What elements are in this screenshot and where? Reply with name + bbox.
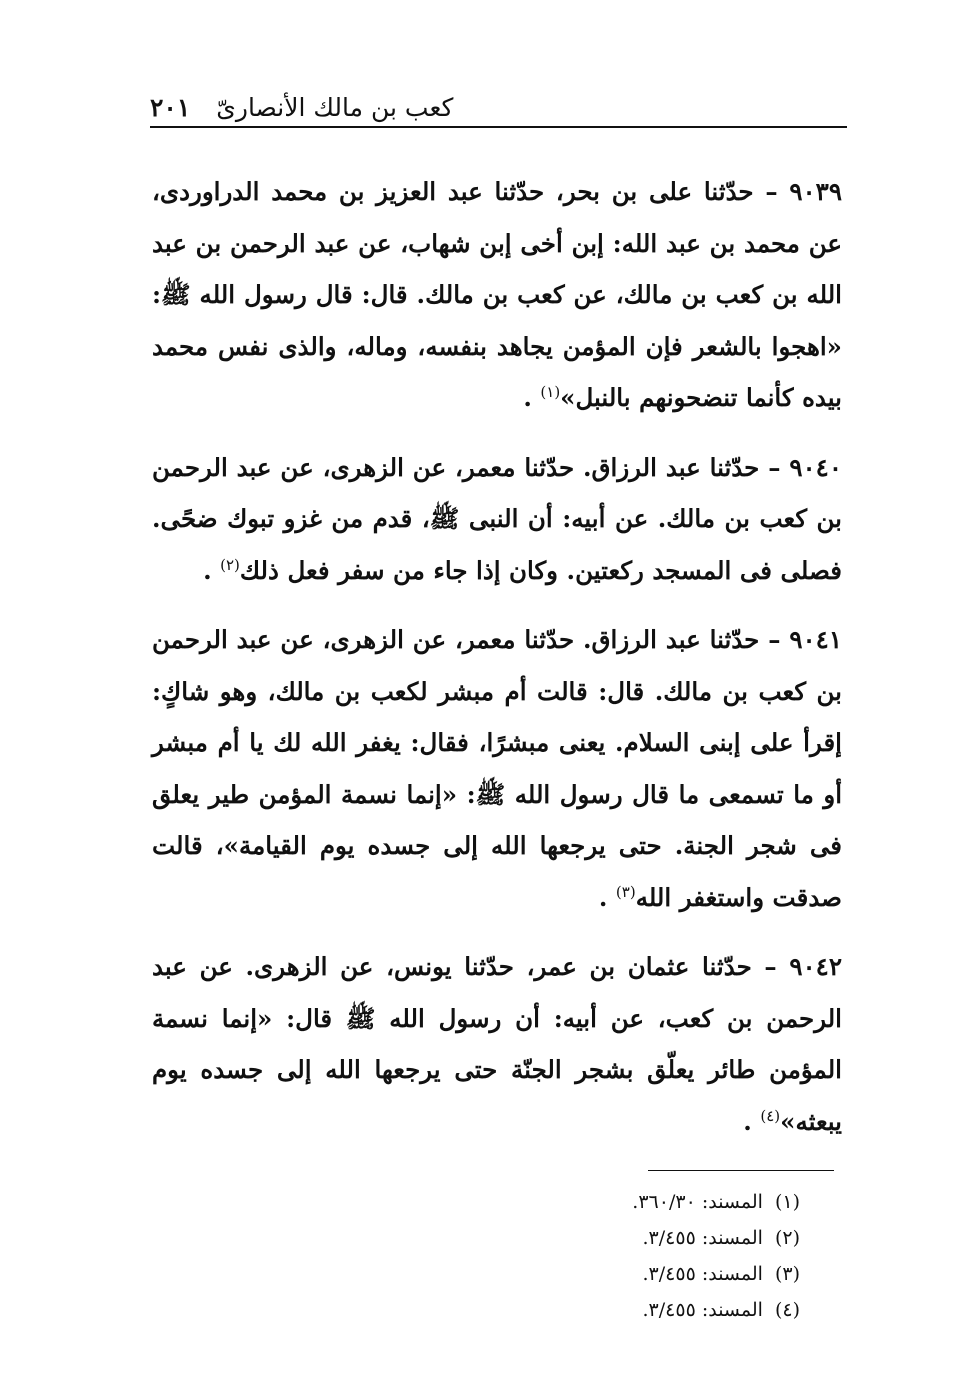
footnote-number: (٤) <box>774 1299 800 1321</box>
footnote-marker: (٤) <box>760 1106 781 1125</box>
page-number: ٢٠١ <box>150 93 191 122</box>
hadith-number: ٩٠٤٢ <box>789 952 842 981</box>
footnote-marker: (٣) <box>615 882 636 901</box>
footnote-text: المسند: ٣/٤٥٥. <box>642 1263 763 1285</box>
footnote-number: (٣) <box>774 1263 800 1285</box>
footnote-text: المسند: ٣٦٠/٣٠. <box>632 1191 763 1213</box>
hadith-end: . <box>523 383 541 412</box>
footnote-marker: (٢) <box>220 555 240 574</box>
running-header <box>150 82 846 122</box>
hadith-entry <box>152 442 842 597</box>
hadith-end: . <box>203 555 221 585</box>
hadith-number: ٩٠٤١ <box>789 625 842 654</box>
footnote-text: المسند: ٣/٤٥٥. <box>642 1299 763 1321</box>
hadith-end: . <box>743 1106 761 1136</box>
footnote <box>560 1292 800 1328</box>
hadith-text: – حدّثنا عبد الرزاق. حدّثنا معمر، عن الزهرى، عن عبد الرحمن بن كعب بن مالك. عن أبيه: أن النبى ﷺ، قدم من غزو تبوك ضحًى. فصلى فى المسجد ركعتين. وكان إذا جاء من سفر فعل ذلك <box>152 452 842 585</box>
hadith-end: . <box>598 882 616 912</box>
hadith-text: – حدّثنا عبد الرزاق. حدّثنا معمر، عن الزهرى، عن عبد الرحمن بن كعب بن مالك. قال: قالت أم مبشر لكعب بن مالك، وهو شاكٍ: إقرأ على إبنى السلام. يعنى مبشرًا، فقال: يغفر الله لك يا أم مبشر أو ما تسمعى ما قال رسول الله ﷺ: «إنما نسمة المؤمن طير يعلق فى شجر الجنة. حتى يرجعها الله إلى جسده يوم القيامة»، قالت صدقت واستغفر الله <box>152 625 842 912</box>
footnotes <box>560 1184 800 1328</box>
running-title: كعب بن مالك الأنصارىّ <box>216 93 454 122</box>
hadith-text: – حدّثنا عثمان بن عمر، حدّثنا يونس، عن الزهرى. عن عبد الرحمن بن كعب، عن أبيه: أن رسول الله ﷺ قال: «إنما نسمة المؤمن طائر يعلّق بشجر الجنّة حتى يرجعها الله إلى جسده يوم يبعثه» <box>152 952 842 1136</box>
hadith-entry <box>152 941 842 1147</box>
footnote-number: (١) <box>774 1191 800 1213</box>
footnote <box>560 1184 800 1220</box>
footnotes-rule <box>648 1170 834 1171</box>
footnote <box>560 1220 800 1256</box>
hadith-number: ٩٠٣٩ <box>789 177 842 206</box>
hadith-entry <box>152 614 842 923</box>
page-body <box>152 166 842 1165</box>
footnote-marker: (١) <box>540 382 561 401</box>
footnote-number: (٢) <box>774 1227 800 1249</box>
hadith-number: ٩٠٤٠ <box>789 452 842 482</box>
hadith-text: – حدّثنا على بن بحر، حدّثنا عبد العزيز بن محمد الدراوردى، عن محمد بن عبد الله: إبن أخى إبن شهاب، عن عبد الرحمن بن عبد الله بن كعب بن مالك، عن كعب بن مالك. قال: قال رسول الله ﷺ: «اهجوا بالشعر فإن المؤمن يجاهد بنفسه، وماله، والذى نفس محمد بيده كأنما تنضحونهم بالنبل» <box>152 177 842 412</box>
footnote <box>560 1256 800 1292</box>
hadith-entry <box>152 166 842 424</box>
header-rule <box>150 126 847 128</box>
footnote-text: المسند: ٣/٤٥٥. <box>642 1227 763 1249</box>
